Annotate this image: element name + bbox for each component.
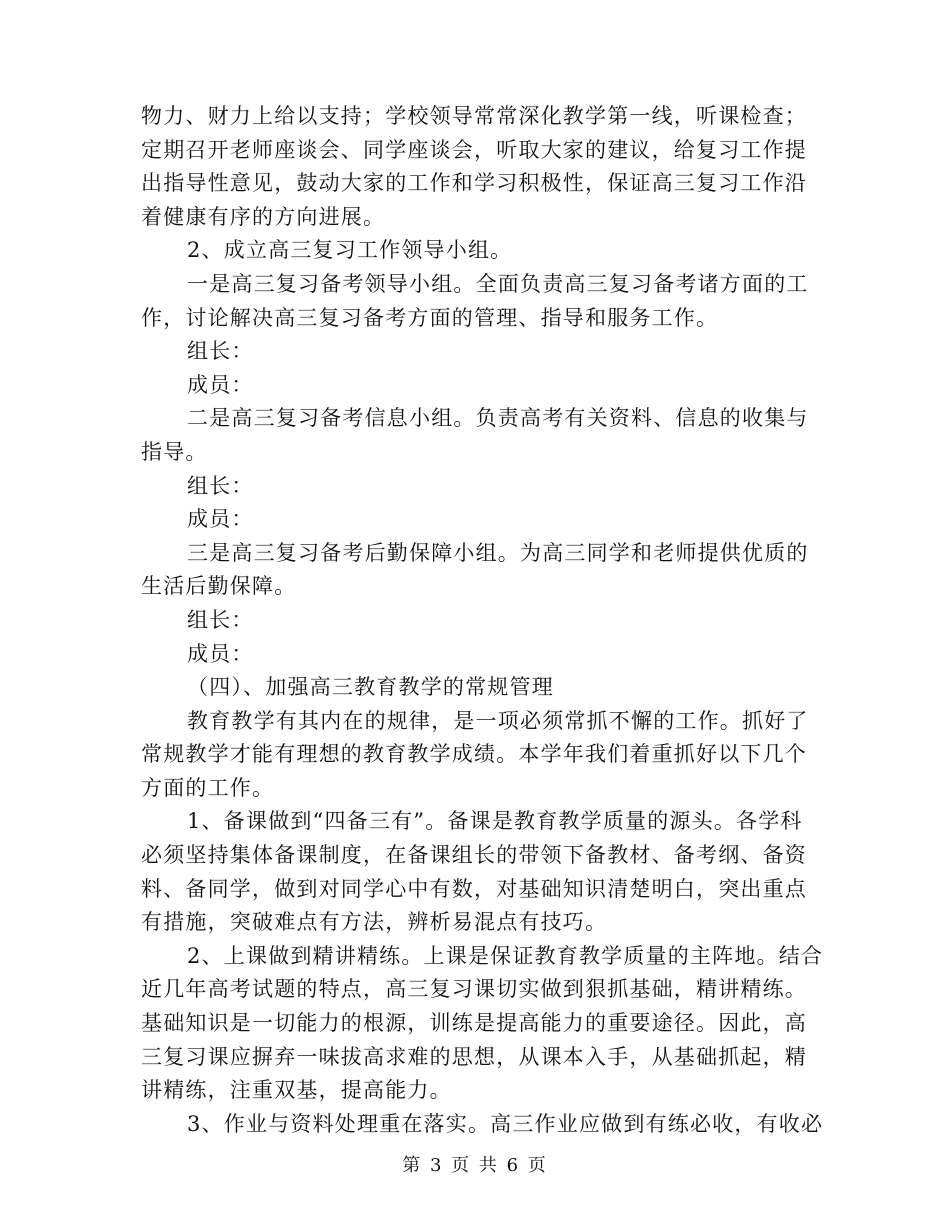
text-line: 1、备课做到“四备三有”。备课是教育教学质量的源头。各学科	[187, 809, 803, 834]
page-footer: 第 3 页 共 6 页	[402, 1155, 548, 1176]
text-line: 物力、财力上给以支持；学校领导常常深化教学第一线，听课检查；	[141, 104, 807, 128]
text-line: 出指导性意见，鼓动大家的工作和学习积极性，保证高三复习工作沿	[141, 171, 807, 196]
text-line: 有措施，突破难点有方法，辨析易混点有技巧。	[141, 910, 608, 935]
text-line: 组长：	[187, 473, 254, 498]
text-line: 常规教学才能有理想的教育教学成绩。本学年我们着重抓好以下几个	[141, 742, 807, 767]
text-line: 成员：	[187, 507, 254, 532]
text-line: 料、备同学，做到对同学心中有数，对基础知识清楚明白，突出重点	[141, 876, 807, 901]
text-line: 成员：	[187, 372, 254, 397]
text-line: 指导。	[141, 439, 208, 464]
text-line: 基础知识是一切能力的根源，训练是提高能力的重要途径。因此，高	[141, 1011, 807, 1036]
text-line: 讲精练，注重双基，提高能力。	[141, 1078, 452, 1103]
text-line: 二是高三复习备考信息小组。负责高考有关资料、信息的收集与	[187, 406, 809, 431]
text-line: 必须坚持集体备课制度，在备课组长的带领下备教材、备考纲、备资	[141, 843, 807, 868]
text-line: 生活后勤保障。	[141, 574, 297, 599]
text-line: 着健康有序的方向进展。	[141, 204, 386, 229]
text-line: 3、作业与资料处理重在落实。高三作业应做到有练必收，有收必	[187, 1111, 824, 1136]
text-line: 作，讨论解决高三复习备考方面的管理、指导和服务工作。	[141, 305, 719, 330]
document-body	[141, 100, 824, 1141]
text-line: 组长：	[187, 339, 254, 364]
text-line: 成员：	[187, 641, 254, 666]
text-line: 定期召开老师座谈会、同学座谈会，听取大家的建议，给复习工作提	[141, 137, 807, 162]
text-line: 一是高三复习备考领导小组。全面负责高三复习备考诸方面的工	[187, 271, 809, 296]
text-line: 教育教学有其内在的规律，是一项必须常抓不懈的工作。抓好了	[187, 708, 809, 733]
text-line: 2、成立高三复习工作领导小组。	[187, 238, 513, 263]
text-line: （四）、加强高三教育教学的常规管理	[187, 675, 554, 700]
text-line: 近几年高考试题的特点，高三复习课切实做到狠抓基础，精讲精练。	[141, 977, 807, 1002]
text-line: 三是高三复习备考后勤保障小组。为高三同学和老师提供优质的	[187, 540, 809, 565]
text-line: 2、上课做到精讲精练。上课是保证教育教学质量的主阵地。结合	[187, 943, 824, 968]
text-line: 组长：	[187, 607, 254, 632]
text-line: 三复习课应摒弃一味拔高求难的思想，从课本入手，从基础抓起，精	[141, 1044, 807, 1069]
text-line: 方面的工作。	[141, 775, 275, 800]
